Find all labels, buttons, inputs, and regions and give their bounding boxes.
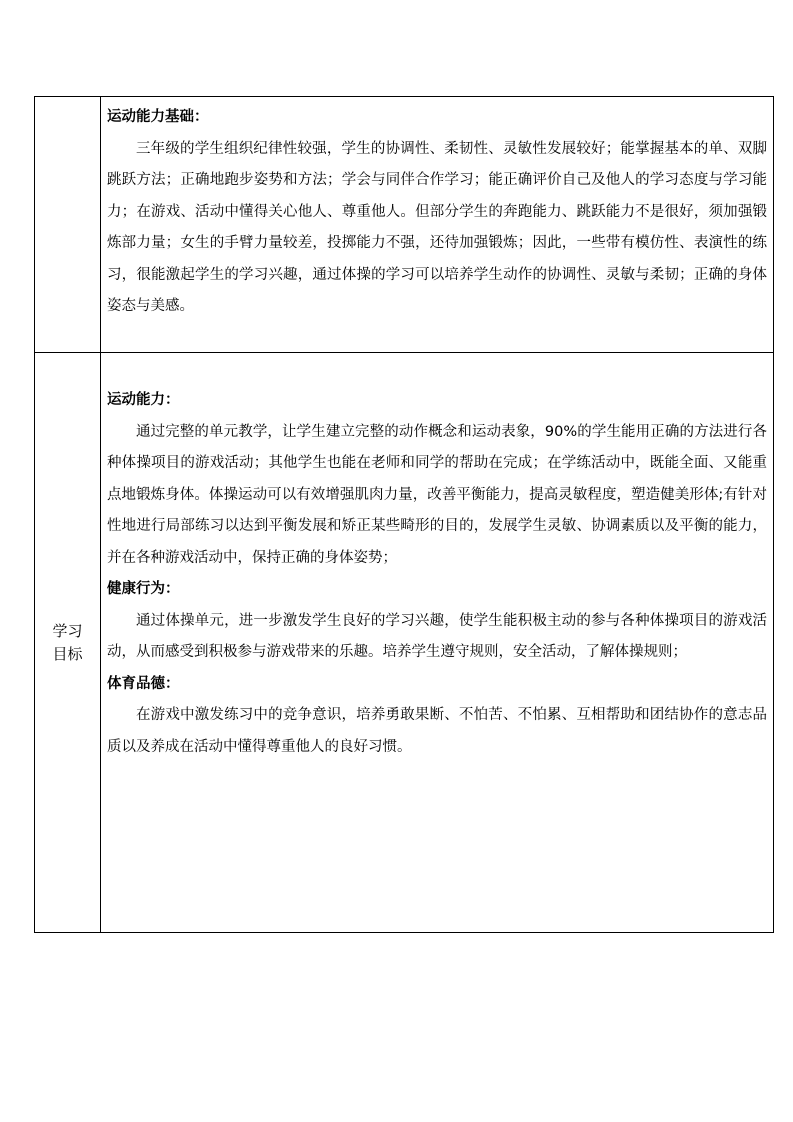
section-heading-health-behavior: 健康行为： — [107, 581, 180, 597]
section-paragraph-sports-ethics: 在游戏中激发练习中的竞争意识，培养勇敢果断、不怕苦、不怕累、互相帮助和团结协作的意志品质以及养成在活动中懂得尊重他人的良好习惯。 — [107, 707, 767, 755]
section-heading-sports-ethics: 体育品德： — [107, 675, 180, 692]
row-label-cell-empty — [35, 97, 101, 353]
section-heading-motor-ability: 运动能力： — [107, 392, 180, 408]
row-label-learning-goals — [35, 353, 101, 933]
content-cell-motor-foundation — [101, 97, 774, 353]
content-cell-learning-goals — [101, 353, 774, 933]
section-paragraph-motor-foundation: 三年级的学生组织纪律性较强，学生的协调性、柔韧性、灵敏性发展较好；能掌握基本的单、双脚跳跃方法；正确地跑步姿势和方法；学会与同伴合作学习；能正确评价自己及他人的学习态度与学习能力；在游戏、活动中懂得关心他人、尊重他人。但部分学生的奔跑能力、跳跃能力不是很好，须加强锻炼部力量；女生的手臂力量较差，投掷能力不强，还待加强锻炼；因此，一些带有模仿性、表演性的练习，很能激起学生的学习兴趣，通过体操的学习可以培养学生动作的协调性、灵敏与柔韧；正确的身体姿态与美感。 — [107, 140, 767, 314]
section-paragraph-health-behavior: 通过体操单元，进一步激发学生良好的学习兴趣，使学生能积极主动的参与各种体操项目的游戏活动，从而感受到积极参与游戏带来的乐趣。培养学生遵守规则，安全活动，了解体操规则； — [107, 612, 767, 660]
table-row-learning-goals — [35, 353, 774, 933]
section-heading-motor-foundation: 运动能力基础： — [107, 109, 209, 125]
lesson-plan-table — [34, 96, 774, 933]
section-paragraph-motor-ability: 通过完整的单元教学，让学生建立完整的动作概念和运动表象，90%的学生能用正确的方法进行各种体操项目的游戏活动；其他学生也能在老师和同学的帮助在完成；在学练活动中，既能全面、又能重点地锻炼身体。体操运动可以有效增强肌肉力量，改善平衡能力，提高灵敏程度，塑造健美形体;有针对性地进行局部练习以达到平衡发展和矫正某些畸形的目的，发展学生灵敏、协调素质以及平衡的能力，并在各种游戏活动中，保持正确的身体姿势； — [107, 423, 767, 566]
label-line-1: 学习 — [52, 621, 83, 640]
label-line-2: 目标 — [52, 644, 83, 663]
table-row-motor-foundation — [35, 97, 774, 353]
